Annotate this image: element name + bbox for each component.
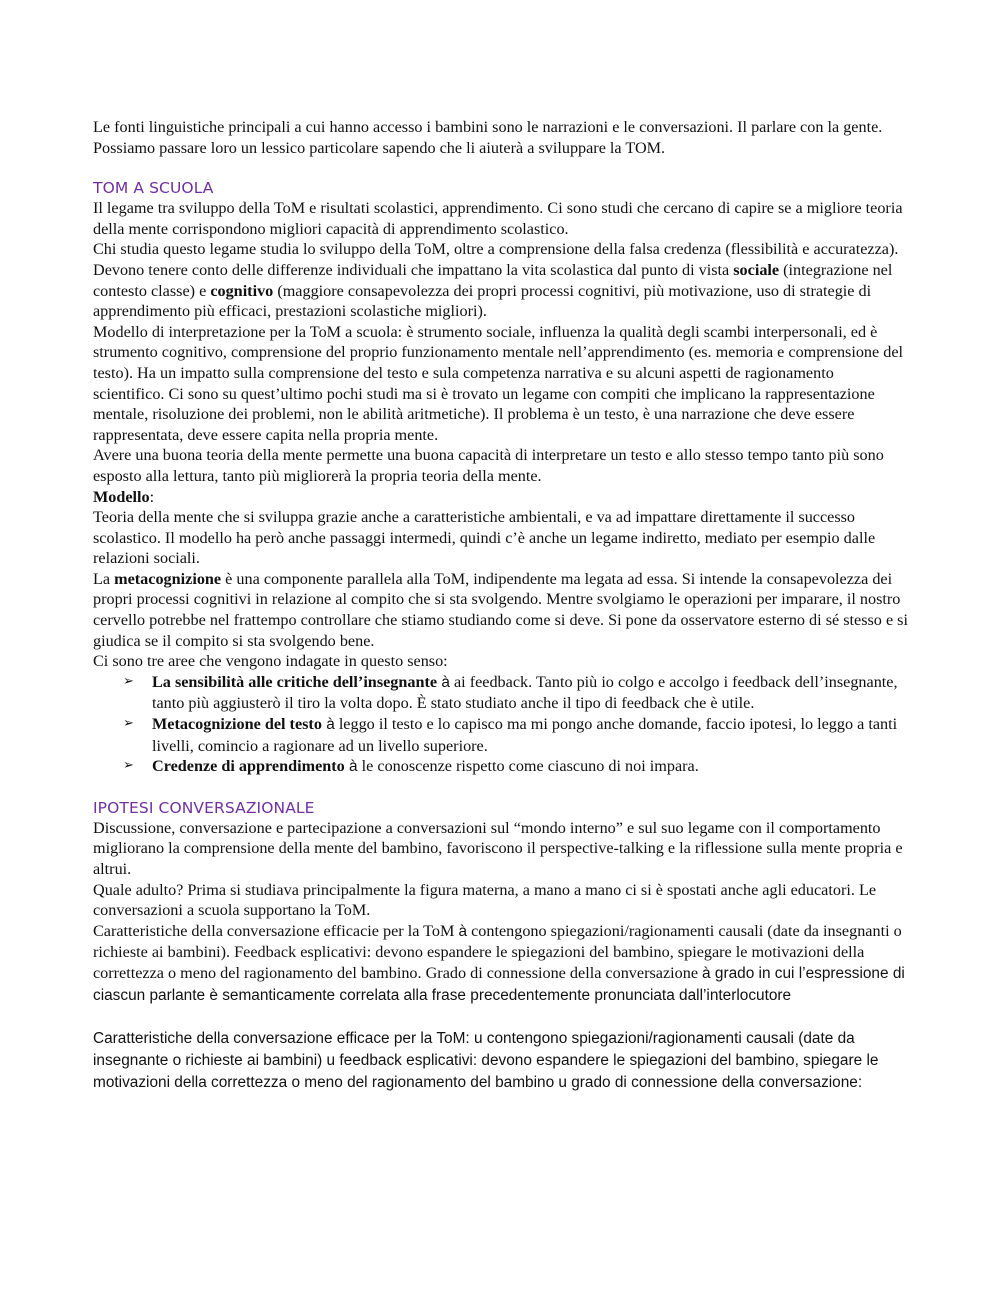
document-page (93, 117, 908, 1094)
paragraph: Caratteristiche della conversazione efficacie per la ToM à contengono spiegazioni/ragionamenti causali (date da insegnanti o richieste ai bambini). Feedback esplicativi: devono espandere le spiegazioni del bambino, spiegare le motivazioni della correttezza o meno del ragionamento del bambino. Grado di connessione della conversazione à grado in cui l’espressione di ciascun parlante è semanticamente correlata alla frase precedentemente pronunciata dall’interlocutore (93, 921, 905, 1004)
paragraph: La metacognizione è una componente parallela alla ToM, indipendente ma legata ad essa. Si intende la consapevolezza dei propri processi cognitivi in relazione al compito che si sta svolgendo. Mentre svolgiamo le operazioni per imparare, il nostro cervello potrebbe nel frattempo controllare che stiamo studiando come si deve. Si pone da osservatore esterno di sé stesso e si giudica se il compito si sta svolgendo bene. (93, 569, 908, 650)
arrow-bullet-icon: ➢ (123, 716, 134, 732)
bold-term-sociale: sociale (733, 260, 780, 279)
section-heading-tom-a-scuola: TOM A SCUOLA (93, 179, 214, 198)
section-heading-ipotesi-conversazionale: IPOTESI CONVERSAZIONALE (93, 798, 315, 817)
paragraph: Il legame tra sviluppo della ToM e risultati scolastici, apprendimento. Ci sono studi che cercano di capire se a migliore teoria della mente corrispondono migliori capacità di apprendimento scolastico. (93, 199, 903, 238)
paragraph: Teoria della mente che si sviluppa grazie anche a caratteristiche ambientali, e va ad impattare direttamente il successo scolastico. Il modello ha però anche passaggi intermedi, quindi c’è anche un legame indiretto, mediato per esempio dalle relazioni sociali. (93, 508, 876, 568)
bold-term-cognitivo: cognitivo (210, 281, 274, 300)
arrow-bullet-icon: ➢ (123, 758, 134, 774)
modello-label: Modello: (93, 487, 155, 506)
paragraph: Avere una buona teoria della mente permette una buona capacità di interpretare un testo e allo stesso tempo tanto più sono esposto alla lettura, tanto più migliorerà la propria teoria della mente. (93, 446, 884, 485)
list-item: ➢ Metacognizione del testo à leggo il testo e lo capisco ma mi pongo anche domande, faccio ipotesi, lo leggo a tanti livelli, comincio a ragionare ad un livello superiore. (123, 715, 898, 755)
paragraph: Chi studia questo legame studia lo sviluppo della ToM, oltre a comprensione della falsa credenza (flessibilità e accuratezza). Devono tenere conto delle differenze individuali che impattano la vita scolastica dal punto di vista sociale (integrazione nel contesto classe) e cognitivo (maggiore consapevolezza dei propri processi cognitivi, più motivazione, uso di strategie di apprendimento più efficaci, prestazioni scolastiche migliori). (93, 240, 899, 321)
intro-paragraph: Le fonti linguistiche principali a cui hanno accesso i bambini sono le narrazioni e le conversazioni. Il parlare con la gente. Possiamo passare loro un lessico particolare sapendo che li aiuterà a sviluppare la TOM. (93, 118, 883, 157)
arrow-bullet-icon: ➢ (123, 673, 134, 689)
paragraph: Caratteristiche della conversazione efficace per la ToM: u contengono spiegazioni/ragionamenti causali (date da insegnante o richieste ai bambini) u feedback esplicativi: devono espandere le spiegazioni del bambino, spiegare le motivazioni della correttezza o meno del ragionamento del bambino u grado di connessione della conversazione: (93, 1030, 879, 1092)
paragraph: Quale adulto? Prima si studiava principalmente la figura materna, a mano a mano ci si è spostati anche agli educatori. Le conversazioni a scuola supportano la ToM. (93, 880, 877, 920)
paragraph: Discussione, conversazione e partecipazione a conversazioni sul “mondo interno” e sul suo legame con il comportamento migliorano la comprensione della mente del bambino, favoriscono il perspective-talking e la riflessione sulla mente propria e altrui. (93, 818, 903, 878)
list-item: ➢ La sensibilità alle critiche dell’insegnante à ai feedback. Tanto più io colgo e accolgo i feedback dell’insegnante, tanto più aggiusterò il tiro la volta dopo. È stato studiato anche il tipo di feedback che è utile. (123, 672, 898, 713)
paragraph: Ci sono tre aree che vengono indagate in questo senso: (93, 652, 448, 671)
bullet-list (93, 672, 908, 778)
list-item: ➢ Credenze di apprendimento à le conoscenze rispetto come ciascuno di noi impara. (123, 757, 699, 776)
bold-term-metacognizione: metacognizione (114, 569, 222, 588)
paragraph: Modello di interpretazione per la ToM a scuola: è strumento sociale, influenza la qualità degli scambi interpersonali, ed è strumento cognitivo, comprensione del proprio funzionamento mentale nell’apprendimento (es. memoria e comprensione del testo). Ha un impatto sulla comprensione del testo e sula competenza narrativa e su alcuni aspetti de ragionamento scientifico. Ci sono su quest’ultimo pochi studi ma si è trovato un legame con compiti che implicano la rappresentazione mentale, risoluzione dei problemi, non le abilità aritmetiche). Il problema è un testo, è una narrazione che deve essere rappresentata, deve essere capita nella propria mente. (93, 322, 904, 444)
